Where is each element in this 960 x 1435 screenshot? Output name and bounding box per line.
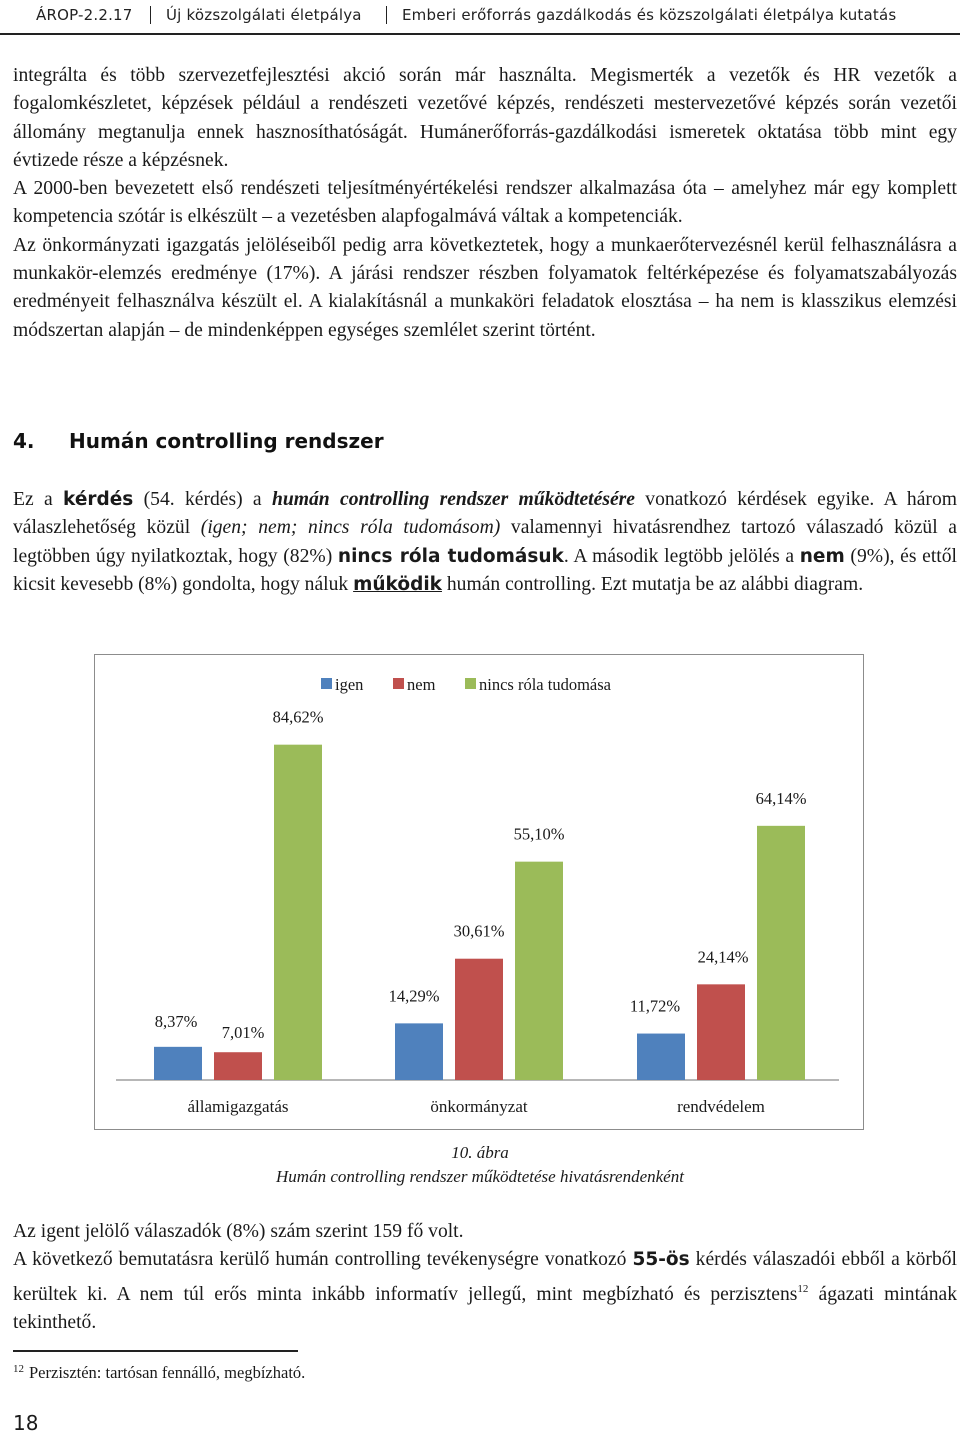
category-label: önkormányzat [430,1097,528,1116]
bar [697,984,745,1080]
header-rule [0,33,960,35]
data-label: 24,14% [697,947,749,967]
emphasis-answer: működik [353,573,442,595]
bar [154,1047,202,1080]
figure-caption: Humán controlling rendszer működtetése hivatásrendenként [276,1167,684,1186]
bar [757,826,805,1080]
header-separator [386,6,387,24]
closing-paragraphs [13,1218,957,1337]
figure-number: 10. ábra [451,1143,509,1162]
section-heading [13,429,813,453]
running-header [0,0,960,34]
paragraph: A következő bemutatásra kerülő humán controlling tevékenységre vonatkozó 55-ös kérdés válaszadói ebből a körből kerültek ki. A nem túl erős minta inkább informatív jellegű, mint megbízható és perzisztens$^{12}$ ágazati mintának tekinthető. [13,1249,957,1333]
paragraph: A 2000-ben bevezetett első rendészeti teljesítményértékelési rendszer alkalmazása óta – amelyhez már egy komplett kompetencia szótár is elkészült – a vezetésben alapfogalmává váltak a kompetenciák. [13,178,957,228]
emphasis-answer: nem [799,545,845,567]
bar [637,1034,685,1080]
data-label: 11,72% [629,996,681,1016]
data-label: 30,61% [453,921,505,941]
paragraph: Az igent jelölő válaszadók (8%) szám szerint 159 fő volt. [13,1221,464,1242]
header-separator [150,6,151,24]
paragraph: Az önkormányzati igazgatás jelöléseiből pedig arra következtetek, hogy a munkaerőtervezésnél kerül felhasználásra a munkakör-elemzés eredménye (17%). A járási rendszer részben folyamatok feltérképezése és folyamatszabályozás eredményeit felhasználva készült el. A kialakításnál a munkaköri feladatok elosztása – ha nem is klasszikus elemzési módszertan alapján – de mindenképpen egységes szemlélet szerint történt. [13,234,957,341]
emphasis-topic: humán controlling rendszer működtetésére [271,489,635,510]
legend-label: igen [335,675,364,694]
paragraph: integrálta és több szervezetfejlesztési akció során már használta. Megismerték a vezetők és HR vezetők a fogalomkészletet, képzések például a rendészeti vezetővé képzés, rendészeti mestervezetővé képzés során vezetői állomány megtanulja ennek hasznosíthatóságát. Humánerőforrás-gazdálkodási ismeretek oktatása több mint egy évtizede része a képzésnek. [13,65,957,171]
page-number: 18 [13,1411,39,1435]
bar-chart [94,654,864,1130]
footnote-rule [13,1350,298,1352]
bar [455,959,503,1080]
body-paragraphs [13,62,957,345]
legend-swatch [393,678,404,689]
data-label: 84,62% [272,707,324,727]
bar [214,1052,262,1080]
category-label: államigazgatás [187,1097,289,1116]
footnote [13,1363,305,1383]
emphasis-question: 55-ös [632,1249,690,1271]
section-title: Humán controlling rendszer [69,429,384,453]
section-number: 4. [13,429,35,453]
data-label: 8,37% [154,1011,198,1031]
data-label: 7,01% [221,1023,265,1043]
emphasis-answer: nincs róla tudomásuk [337,545,564,567]
footnote-number: 12 [13,1363,24,1375]
bar [274,745,322,1080]
legend-swatch [465,678,476,689]
footnote-reference: 12 [797,1282,809,1295]
data-label: 55,10% [513,824,565,844]
footnote-text: Perzisztén: tartósan fennálló, megbízható. [29,1363,306,1382]
legend-label: nincs róla tudomása [479,675,611,694]
data-label: 14,29% [388,986,440,1006]
legend-label: nem [407,675,436,694]
legend-swatch [321,678,332,689]
bar [395,1023,443,1080]
emphasis-question: kérdés [63,489,134,510]
data-label: 64,14% [755,788,807,808]
bar [515,862,563,1080]
header-topic: Emberi erőforrás gazdálkodás és közszolgálati életpálya kutatás [402,6,897,24]
category-label: rendvédelem [677,1097,765,1116]
header-project: Új közszolgálati életpálya [166,6,362,24]
answer-options: (igen; nem; nincs róla tudomásom) [200,517,501,539]
header-code: ÁROP-2.2.17 [36,6,133,24]
intro-paragraph: Ez a kérdés (54. kérdés) a humán controlling rendszer működtetésére vonatkozó kérdések egyike. A három válaszlehetőség közül (igen; nem; nincs róla tudomásom) valamennyi hivatásrendhez tartozó válaszadó közül a legtöbben úgy nyilatkoztak, hogy (82%) nincs róla tudomásuk. A második legtöbb jelölés a nem (9%), és ettől kicsit kevesebb (8%) gondolta, hogy náluk működik humán controlling. Ezt mutatja be az alábbi diagram. [13,489,957,595]
